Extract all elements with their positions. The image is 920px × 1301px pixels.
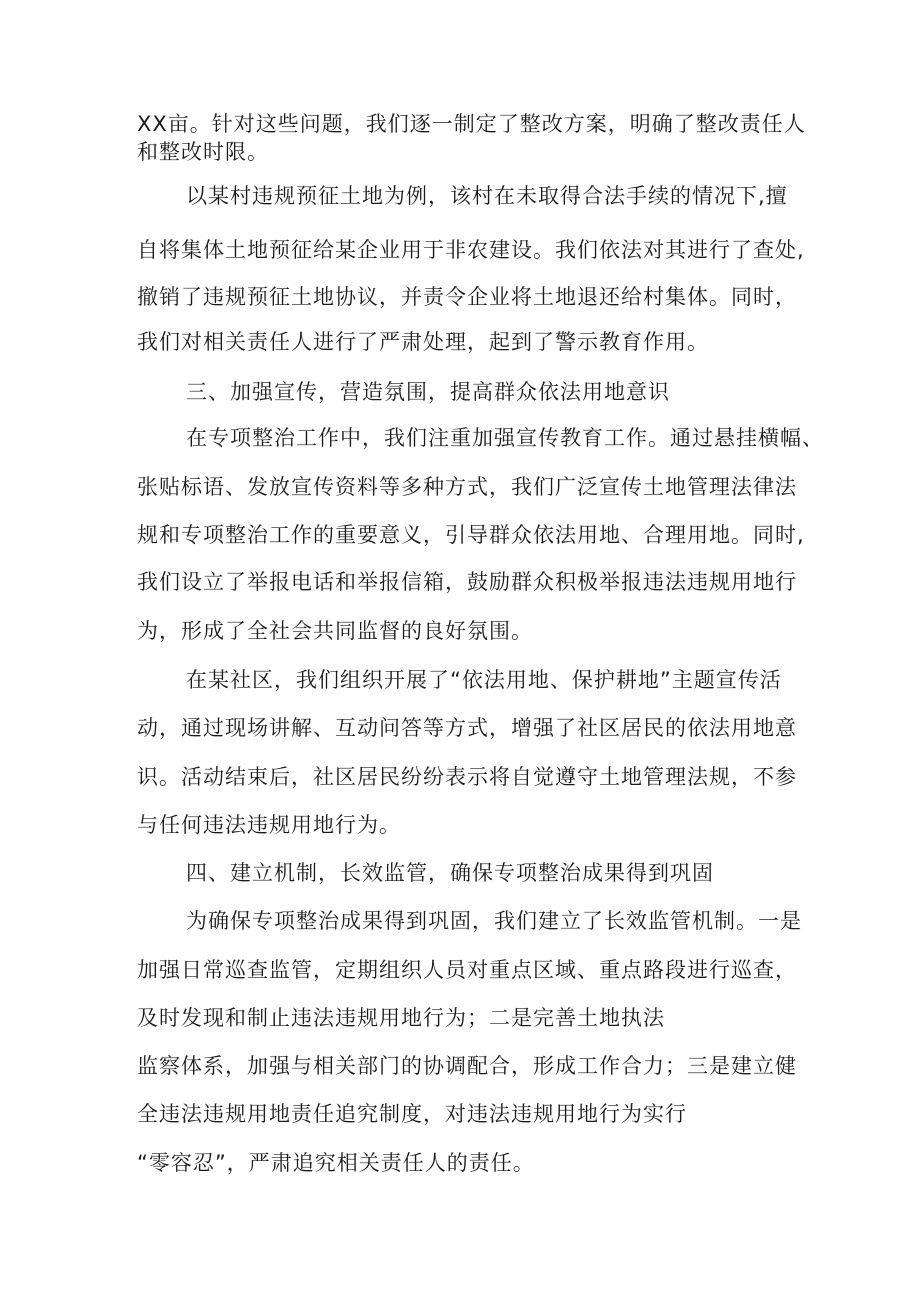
text-line: 全违法违规用地责任追究制度，对违法违规用地行为实行 xyxy=(137,1102,687,1126)
text-line: “零容忍”，严肃追究相关责任人的责任。 xyxy=(137,1151,535,1175)
text-line: 与任何违法违规用地行为。 xyxy=(137,813,401,837)
text-line: 在专项整治工作中，我们注重加强宣传教育工作。通过悬挂横幅、 xyxy=(186,426,824,450)
text-line: 动，通过现场讲解、互动问答等方式，增强了社区居民的依法用地意 xyxy=(137,716,797,740)
text-line: 我们设立了举报电话和举报信箱，鼓励群众积极举报违法违规用地行 xyxy=(137,570,797,594)
text-line: 为，形成了全社会共同监督的良好氛围。 xyxy=(137,619,533,643)
text-line: 我们对相关责任人进行了严肃处理，起到了警示教育作用。 xyxy=(137,330,709,354)
text-line: 及时发现和制止违法违规用地行为；二是完善土地执法 xyxy=(137,1006,665,1030)
text-line: 在某社区，我们组织开展了“依法用地、保护耕地”主题宣传活 xyxy=(186,668,782,692)
text-line: 加强日常巡查监管，定期组织人员对重点区域、重点路段进行巡查， xyxy=(137,958,797,982)
text-line: 为确保专项整治成果得到巩固，我们建立了长效监管机制。一是 xyxy=(186,909,802,933)
text-line: 规和专项整治工作的重要意义，引导群众依法用地、合理用地。同时, xyxy=(137,523,805,547)
text-line: 以某村违规预征土地为例，该村在未取得合法手续的情况下,擅 xyxy=(186,184,788,208)
text-line: 和整改时限。 xyxy=(137,140,269,164)
section-heading: 三、加强宣传，营造氛围，提高群众依法用地意识 xyxy=(186,380,670,404)
text-line: 撤销了违规预征土地协议，并责令企业将土地退还给村集体。同时， xyxy=(137,285,797,309)
text-line: 识。活动结束后，社区居民纷纷表示将自觉遵守土地管理法规，不参 xyxy=(137,765,797,789)
text-line: XX亩。针对这些问题，我们逐一制定了整改方案，明确了整改责任人 xyxy=(137,112,806,136)
text-line: 自将集体土地预征给某企业用于非农建设。我们依法对其进行了查处, xyxy=(137,238,805,262)
section-heading: 四、建立机制，长效监管，确保专项整治成果得到巩固 xyxy=(186,861,714,885)
text-line: 张贴标语、发放宣传资料等多种方式，我们广泛宣传土地管理法律法 xyxy=(137,475,797,499)
text-line: 监察体系，加强与相关部门的协调配合，形成工作合力；三是建立健 xyxy=(137,1054,797,1078)
